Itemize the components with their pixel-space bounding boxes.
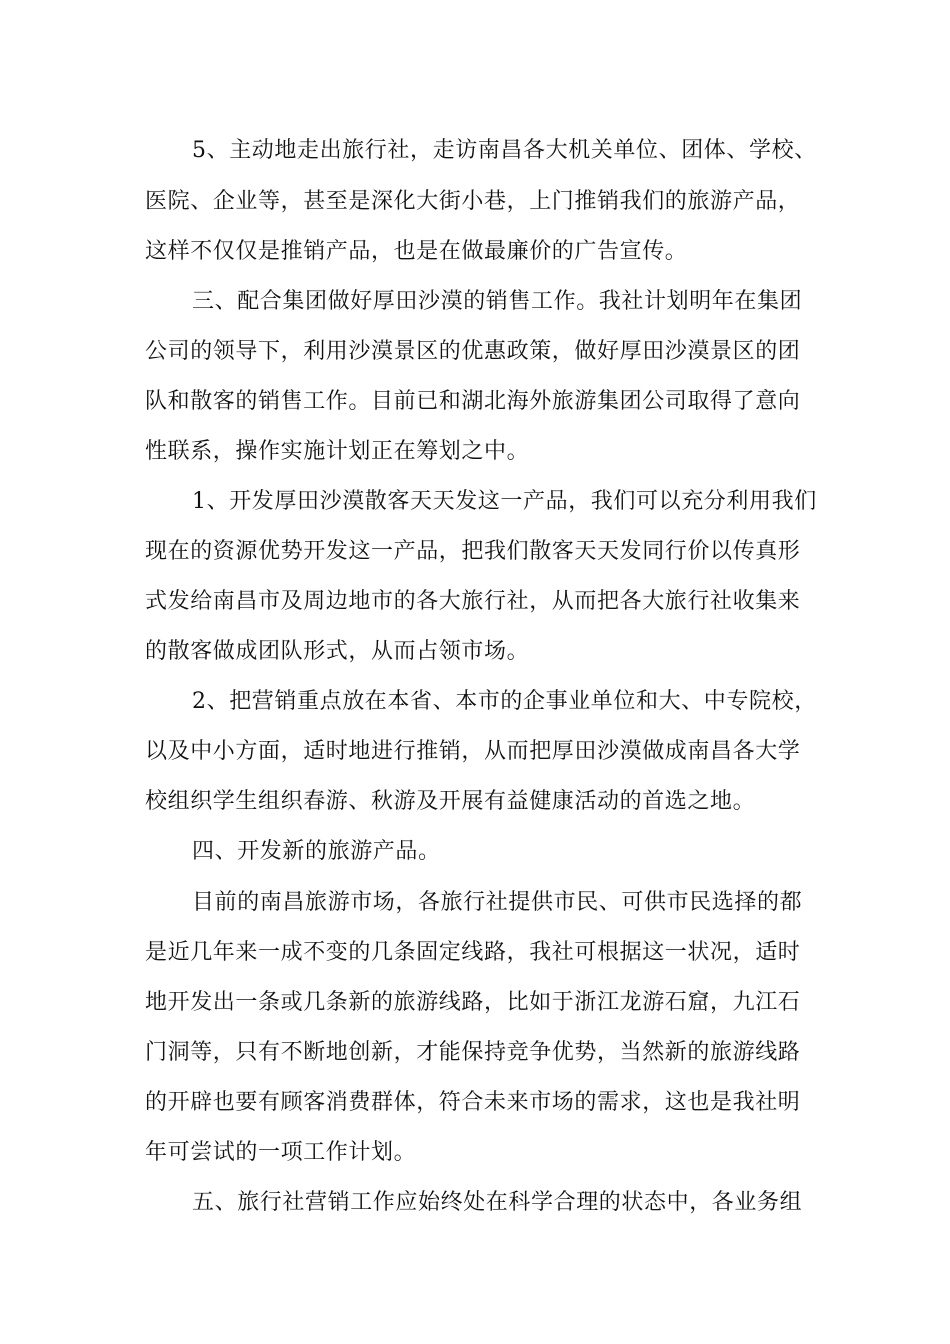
text-line: 门洞等，只有不断地创新，才能保持竞争优势，当然新的旅游线路 <box>145 1040 801 1065</box>
text-line: 性联系，操作实施计划正在筹划之中。 <box>145 439 530 464</box>
text-line: 年可尝试的一项工作计划。 <box>145 1140 417 1165</box>
text-line: 2、把营销重点放在本省、本市的企事业单位和大、中专院校， <box>192 689 817 714</box>
text-line: 校组织学生组织春游、秋游及开展有益健康活动的首选之地。 <box>145 789 756 814</box>
text-line: 目前的南昌旅游市场，各旅行社提供市民、可供市民选择的都 <box>192 890 803 915</box>
text-line: 公司的领导下，利用沙漠景区的优惠政策，做好厚田沙漠景区的团 <box>145 339 801 364</box>
text-line: 地开发出一条或几条新的旅游线路，比如于浙江龙游石窟，九江石 <box>145 990 801 1015</box>
text-line: 式发给南昌市及周边地市的各大旅行社，从而把各大旅行社收集来 <box>145 589 801 614</box>
text-line: 5、主动地走出旅行社，走访南昌各大机关单位、团体、学校、 <box>192 138 817 163</box>
text-line: 的开辟也要有顾客消费群体，符合未来市场的需求，这也是我社明 <box>145 1090 801 1115</box>
text-line: 五、旅行社营销工作应始终处在科学合理的状态中，各业务组 <box>192 1190 803 1215</box>
text-line: 这样不仅仅是推销产品，也是在做最廉价的广告宣传。 <box>145 239 688 264</box>
text-line: 三、配合集团做好厚田沙漠的销售工作。我社计划明年在集团 <box>192 289 803 314</box>
text-line: 的散客做成团队形式，从而占领市场。 <box>145 639 530 664</box>
text-line: 1、开发厚田沙漠散客天天发这一产品，我们可以充分利用我们 <box>192 489 817 514</box>
text-line: 队和散客的销售工作。目前已和湖北海外旅游集团公司取得了意向 <box>145 389 801 414</box>
text-line: 医院、企业等，甚至是深化大街小巷，上门推销我们的旅游产品， <box>145 189 801 214</box>
text-line: 四、开发新的旅游产品。 <box>192 839 441 864</box>
text-line: 现在的资源优势开发这一产品，把我们散客天天发同行价以传真形 <box>145 539 801 564</box>
text-line: 是近几年来一成不变的几条固定线路，我社可根据这一状况，适时 <box>145 940 801 965</box>
text-line: 以及中小方面，适时地进行推销，从而把厚田沙漠做成南昌各大学 <box>145 739 801 764</box>
